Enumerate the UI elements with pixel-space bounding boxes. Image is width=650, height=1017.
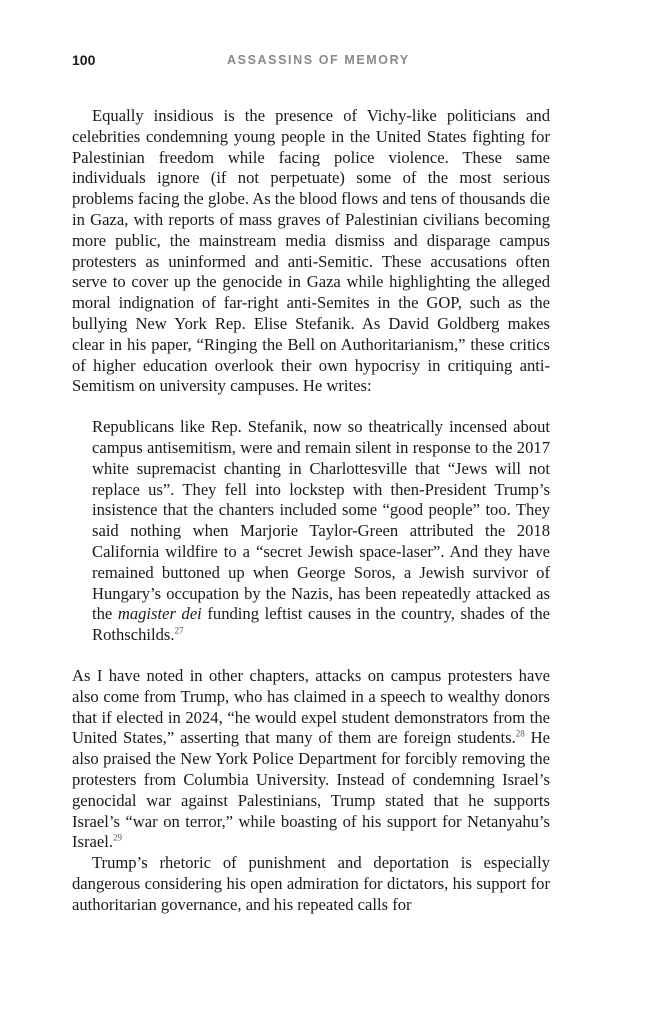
paragraph-2-part-1: As I have noted in other chapters, attacks on campus protesters have also come from Trump, who has claimed in a speech to wealthy donors that if elected in 2024, “he would expel student demonstrators from the United States,” asserting that many of them are foreign students. (72, 665, 550, 748)
page-number: 100 (72, 52, 96, 68)
paragraph-2 (72, 666, 550, 853)
block-quote (92, 417, 550, 646)
paragraph-2-part-2: He also praised the New York Police Department for forcibly removing the protesters from Columbia University. Instead of condemning Israel’s genocidal war against Palestinians, Trump stated that he supports Israel’s “war on terror,” while boasting of his support for Netanyahu’s Israel. (72, 728, 551, 852)
running-title: ASSASSINS OF MEMORY (227, 53, 410, 67)
quote-text-before-italic: Republicans like Rep. Stefanik, now so theatrically incensed about campus antisemitism, were and remain silent in response to the 2017 white supremacist chanting in Charlottesville that “Jews will not replace us”. They fell into lockstep with then-President Trump’s insistence that the chanters included some “good people” too. They said nothing when Marjorie Taylor-Green attributed the 2018 California wildfire to a “secret Jewish space-laser”. And they have remained buttoned up when George Soros, a Jewish survivor of Hungary’s occupation by the Nazis, has been repeatedly attacked as the (92, 417, 550, 624)
running-head (72, 52, 550, 72)
quote-italic-term: magister dei (117, 604, 202, 624)
body-text (72, 106, 550, 915)
paragraph-1: Equally insidious is the presence of Vichy-like politicians and celebrities condemning young people in the United States fighting for Palestinian freedom while facing police violence. These same individuals ignore (if not perpetuate) some of the most serious problems facing the globe. As the blood flows and tens of thousands die in Gaza, with reports of mass graves of Palestinian civilians becoming more public, the mainstream media dismiss and disparage campus protesters as uninformed and anti-Semitic. These accusations often serve to cover up the genocide in Gaza while highlighting the alleged moral indignation of far-right anti-Semites in the GOP, such as the bullying New York Rep. Elise Stefanik. As David Goldberg makes clear in his paper, “Ringing the Bell on Authoritarianism,” these critics of higher education overlook their own hypocrisy in critiquing anti-Semitism on university campuses. He writes: (72, 106, 550, 396)
quote-text-after-italic: funding leftist causes in the country, shades of the Rothschilds. (92, 604, 551, 645)
paragraph-3: Trump’s rhetoric of punishment and deportation is especially dangerous considering his open admiration for dictators, his support for authoritarian governance, and his repeated calls for (72, 853, 550, 914)
footnote-ref-29: 29 (113, 832, 122, 843)
footnote-ref-27: 27 (174, 625, 184, 636)
footnote-ref-28: 28 (515, 728, 525, 739)
